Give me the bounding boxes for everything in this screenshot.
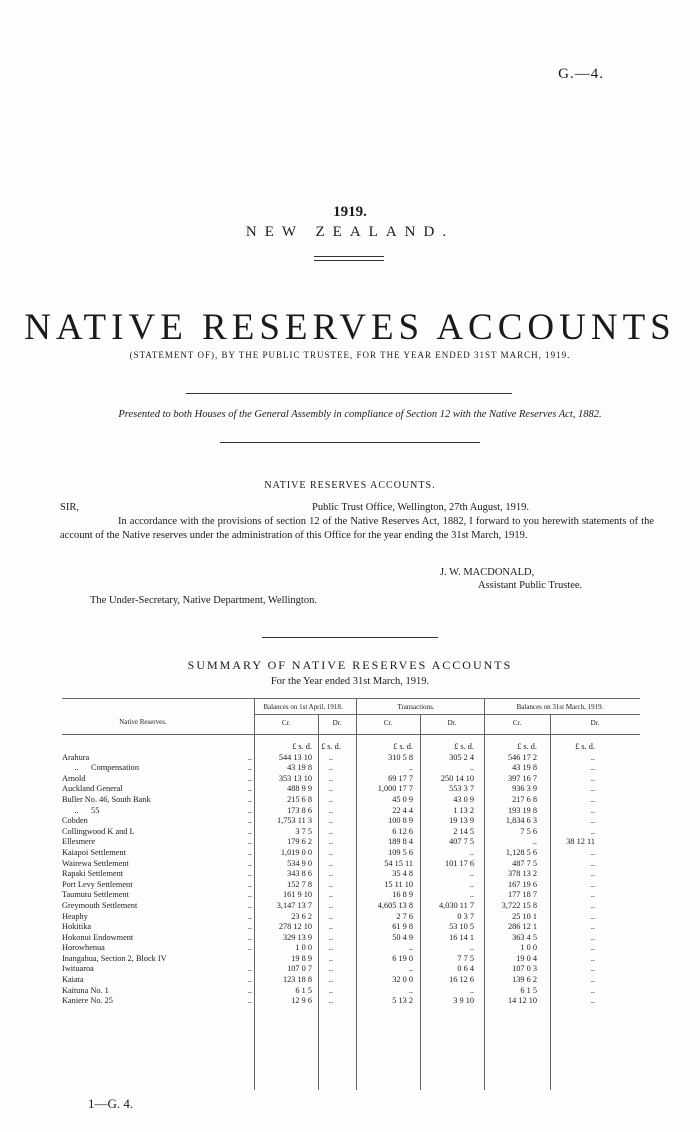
amount-cell: ..	[328, 805, 334, 815]
leader-dots: ..	[247, 943, 252, 953]
table-row	[62, 901, 595, 912]
amount-cell: ..	[590, 879, 595, 889]
amount-cell: 54 15 11	[384, 858, 413, 868]
amount-cell: ..	[590, 964, 595, 974]
table-row	[62, 986, 595, 997]
amount-cell: 189 8 4	[388, 837, 413, 847]
letter-signature: J. W. MACDONALD,	[440, 567, 535, 578]
amount-cell: ..	[328, 794, 334, 804]
letter-addressee: The Under-Secretary, Native Department, Wellington.	[90, 595, 317, 606]
amount-cell: 4,030 11 7	[439, 900, 474, 910]
amount-cell: ..	[469, 985, 474, 995]
letter-dateline: Public Trust Office, Wellington, 27th August, 1919.	[312, 502, 529, 513]
decorative-rule	[220, 442, 480, 443]
amount-cell: ..	[328, 922, 334, 932]
amount-cell: ..	[590, 869, 595, 879]
amount-cell: ..	[328, 900, 334, 910]
table-row	[62, 869, 595, 880]
leader-dots: ..	[247, 752, 252, 762]
amount-cell: 25 10 1	[512, 911, 537, 921]
amount-cell: 6 19 0	[392, 953, 413, 963]
amount-cell: 3 9 10	[453, 996, 474, 1006]
column-header-cr: Cr.	[281, 719, 291, 727]
unit-label: £ s. d.	[517, 742, 537, 751]
amount-cell: ..	[328, 911, 334, 921]
amount-cell: ..	[590, 784, 595, 794]
amount-cell: 286 12 1	[507, 922, 537, 932]
leader-dots	[224, 954, 252, 965]
amount-cell: ..	[590, 922, 595, 932]
amount-cell: 5 13 2	[392, 996, 413, 1006]
reserve-name: Kaituna No. 1	[62, 985, 109, 995]
amount-cell: ..	[328, 975, 334, 985]
unit-label: £ s. d.	[393, 742, 413, 751]
amount-cell: 19 13 9	[449, 816, 474, 826]
amount-cell: 397 16 7	[507, 773, 537, 783]
amount-cell: 43 19 8	[512, 763, 537, 773]
column-group-closing-balances: Balances on 31st March, 1919.	[516, 703, 604, 711]
reserve-name: Inangahua, Section 2, Block IV	[62, 953, 167, 963]
amount-cell: ..	[328, 826, 334, 836]
country-heading: NEW ZEALAND.	[245, 224, 455, 240]
amount-cell: 16 12 6	[449, 975, 474, 985]
reserve-name: .. Compensation	[62, 763, 139, 773]
reserve-name: Auckland General	[62, 784, 123, 794]
table-row	[62, 784, 595, 795]
amount-cell: ..	[328, 996, 334, 1006]
amount-cell: 38 12 11	[566, 837, 595, 847]
decorative-rule	[314, 256, 384, 261]
amount-cell: ..	[590, 996, 595, 1006]
summary-title: SUMMARY OF NATIVE RESERVES ACCOUNTS	[187, 658, 513, 672]
amount-cell: ..	[590, 911, 595, 921]
amount-cell: 1,753 11 3	[277, 816, 312, 826]
amount-cell: ..	[590, 763, 595, 773]
amount-cell: 544 13 10	[278, 752, 312, 762]
table-row	[62, 975, 595, 986]
leader-dots: ..	[247, 773, 252, 783]
amount-cell: 177 18 7	[507, 890, 537, 900]
amount-cell: 1,834 6 3	[505, 816, 537, 826]
reserve-name: Arnold	[62, 773, 86, 783]
leader-dots: ..	[247, 826, 252, 836]
table-row	[62, 816, 595, 827]
leader-dots: ..	[247, 932, 252, 942]
amount-cell: ..	[469, 763, 474, 773]
amount-cell: ..	[328, 847, 334, 857]
table-row	[62, 890, 595, 901]
amount-cell: ..	[590, 890, 595, 900]
leader-dots: ..	[247, 837, 252, 847]
amount-cell: 139 6 2	[512, 975, 537, 985]
amount-cell: ..	[590, 985, 595, 995]
amount-cell: 167 19 6	[507, 879, 537, 889]
amount-cell: 487 7 5	[512, 858, 537, 868]
amount-cell: 3,147 13 7	[276, 900, 312, 910]
leader-dots: ..	[247, 996, 252, 1006]
unit-label: £ s. d.	[454, 742, 474, 751]
amount-cell: ..	[328, 964, 334, 974]
leader-dots: ..	[247, 890, 252, 900]
amount-cell: 305 2 4	[449, 752, 474, 762]
amount-cell: 23 6 2	[291, 911, 312, 921]
letter-signature-title: Assistant Public Trustee.	[478, 580, 583, 591]
table-row	[62, 837, 595, 848]
units-row	[62, 742, 595, 753]
column-header-cr: Cr.	[512, 719, 522, 727]
amount-cell: ..	[328, 943, 334, 953]
amount-cell: ..	[469, 869, 474, 879]
amount-cell: 14 12 10	[507, 996, 537, 1006]
amount-cell: 109 5 6	[388, 847, 413, 857]
amount-cell: 152 7 8	[287, 879, 312, 889]
amount-cell: ..	[408, 985, 413, 995]
leader-dots: ..	[247, 911, 252, 921]
leader-dots: ..	[247, 847, 252, 857]
document-subtitle: (STATEMENT OF), BY THE PUBLIC TRUSTEE, FOR THE YEAR ENDED 31ST MARCH, 1919.	[129, 350, 571, 360]
amount-cell: 69 17 7	[388, 773, 413, 783]
column-header-dr: Dr.	[447, 719, 457, 727]
table-header-rule	[62, 734, 640, 735]
amount-cell: 101 17 6	[444, 858, 474, 868]
amount-cell: 1 0 0	[520, 943, 537, 953]
amount-cell: 2 7 6	[396, 911, 413, 921]
amount-cell: 553 3 7	[449, 784, 474, 794]
reserve-name: Cobden	[62, 816, 88, 826]
table-row	[62, 859, 595, 870]
amount-cell: 534 9 0	[287, 858, 312, 868]
amount-cell: ..	[328, 837, 334, 847]
table-top-rule	[62, 698, 640, 699]
amount-cell: 22 4 4	[392, 805, 413, 815]
letter-heading: NATIVE RESERVES ACCOUNTS.	[264, 480, 436, 491]
amount-cell: 2 14 5	[453, 826, 474, 836]
amount-cell: 43 0 9	[453, 794, 474, 804]
amount-cell: ..	[328, 763, 334, 773]
decorative-rule	[262, 637, 438, 638]
amount-cell: ..	[408, 964, 413, 974]
amount-cell: 0 6 4	[457, 964, 474, 974]
amount-cell: ..	[328, 879, 334, 889]
table-row	[62, 795, 595, 806]
table-row	[62, 943, 595, 954]
amount-cell: 16 8 9	[392, 890, 413, 900]
amount-cell: ..	[469, 847, 474, 857]
amount-cell: 1 13 2	[453, 805, 474, 815]
amount-cell: 161 9 10	[282, 890, 312, 900]
table-row	[62, 996, 595, 1007]
column-group-transactions: Transactions.	[397, 703, 435, 711]
leader-dots: ..	[247, 763, 252, 773]
amount-cell: 43 19 8	[287, 763, 312, 773]
amount-cell: 173 8 6	[287, 805, 312, 815]
amount-cell: 936 3 9	[512, 784, 537, 794]
table-row	[62, 954, 595, 965]
presentation-note: Presented to both Houses of the General Assembly in compliance of Section 12 with the Native Reserves Act, 1882.	[118, 409, 602, 420]
leader-dots: ..	[247, 964, 252, 974]
amount-cell: ..	[590, 975, 595, 985]
amount-cell: 6 1 5	[295, 985, 312, 995]
amount-cell: 193 19 8	[507, 805, 537, 815]
column-header-dr: Dr.	[590, 719, 600, 727]
amount-cell: 4,605 13 8	[377, 900, 413, 910]
amount-cell: ..	[328, 784, 334, 794]
reserve-name: Horowhenua	[62, 943, 105, 953]
amount-cell: 1,128 5 6	[505, 847, 537, 857]
amount-cell: 343 8 6	[287, 869, 312, 879]
reserve-name: Taumutu Settlement	[62, 890, 129, 900]
leader-dots: ..	[247, 975, 252, 985]
page-reference: G.—4.	[558, 66, 604, 82]
leader-dots: ..	[247, 900, 252, 910]
amount-cell: ..	[590, 752, 595, 762]
table-row	[62, 753, 595, 764]
leader-dots: ..	[247, 879, 252, 889]
unit-label: £ s. d.	[321, 742, 341, 751]
column-header-dr: Dr.	[332, 719, 342, 727]
amount-cell: 215 6 8	[287, 794, 312, 804]
table-group-rule	[254, 714, 640, 715]
reserve-name: Heaphy	[62, 911, 88, 921]
amount-cell: ..	[590, 773, 595, 783]
amount-cell: ..	[408, 943, 413, 953]
amount-cell: 217 6 8	[512, 794, 537, 804]
summary-subtitle: For the Year ended 31st March, 1919.	[270, 676, 430, 687]
amount-cell: ..	[328, 773, 334, 783]
summary-rows	[62, 742, 595, 1007]
column-header-reserves: Native Reserves.	[119, 718, 167, 726]
reserve-name: Hokitika	[62, 922, 92, 932]
amount-cell: 123 18 8	[282, 975, 312, 985]
amount-cell: 407 7 5	[449, 837, 474, 847]
amount-cell: 488 9 9	[287, 784, 312, 794]
amount-cell: 53 10 5	[449, 922, 474, 932]
amount-cell: 35 4 8	[392, 869, 413, 879]
amount-cell: 15 11 10	[384, 879, 413, 889]
amount-cell: 19 0 4	[516, 953, 537, 963]
amount-cell: ..	[590, 805, 595, 815]
amount-cell: 3,722 15 8	[501, 900, 537, 910]
letter-salutation: SIR,	[60, 502, 79, 513]
amount-cell: 6 1 5	[520, 985, 537, 995]
amount-cell: 546 17 2	[507, 752, 537, 762]
amount-cell: ..	[532, 837, 537, 847]
table-row	[62, 912, 595, 923]
amount-cell: ..	[328, 752, 334, 762]
amount-cell: 310 5 8	[388, 752, 413, 762]
amount-cell: 45 0 9	[392, 794, 413, 804]
reserve-name: Kaiapoi Settlement	[62, 847, 126, 857]
amount-cell: 16 14 1	[449, 932, 474, 942]
reserve-name: Port Levy Settlement	[62, 879, 133, 889]
amount-cell: ..	[590, 847, 595, 857]
amount-cell: ..	[590, 858, 595, 868]
amount-cell: 363 4 5	[512, 932, 537, 942]
table-row	[62, 933, 595, 944]
amount-cell: 50 4 9	[392, 932, 413, 942]
column-header-cr: Cr.	[383, 719, 393, 727]
amount-cell: 7 7 5	[457, 953, 474, 963]
amount-cell: 1 0 0	[295, 943, 312, 953]
amount-cell: ..	[469, 943, 474, 953]
reserve-name: Rapaki Settlement	[62, 869, 124, 879]
amount-cell: ..	[408, 763, 413, 773]
amount-cell: ..	[328, 953, 334, 963]
table-row	[62, 964, 595, 975]
amount-cell: ..	[590, 794, 595, 804]
amount-cell: ..	[328, 869, 334, 879]
reserve-name: Arahura	[62, 752, 90, 762]
table-row	[62, 827, 595, 838]
amount-cell: 32 0 0	[392, 975, 413, 985]
amount-cell: ..	[328, 932, 334, 942]
leader-dots: ..	[247, 869, 252, 879]
table-row	[62, 774, 595, 785]
amount-cell: ..	[328, 985, 334, 995]
amount-cell: ..	[590, 953, 595, 963]
amount-cell: 0 3 7	[457, 911, 474, 921]
amount-cell: 329 13 9	[282, 932, 312, 942]
table-row	[62, 763, 595, 774]
amount-cell: 1,000 17 7	[377, 784, 413, 794]
document-title: NATIVE RESERVES ACCOUNTS	[24, 307, 676, 348]
leader-dots: ..	[247, 858, 252, 868]
amount-cell: 107 0 7	[287, 964, 312, 974]
amount-cell: 378 13 2	[507, 869, 537, 879]
leader-dots: ..	[247, 985, 252, 995]
reserve-name: Buller No. 46, South Bank	[62, 794, 151, 804]
amount-cell: 7 5 6	[520, 826, 537, 836]
amount-cell: 250 14 10	[440, 773, 474, 783]
amount-cell: 12 9 6	[291, 996, 312, 1006]
reserve-name: Ellesmere	[62, 837, 96, 847]
unit-label: £ s. d.	[292, 742, 312, 751]
leader-dots: ..	[247, 805, 252, 815]
publication-year: 1919.	[333, 204, 367, 220]
leader-dots: ..	[247, 784, 252, 794]
letter-body: In accordance with the provisions of section 12 of the Native Reserves Act, 1882, I forward to you herewith statements of the account of the Native reserves under the administration of this Office for the year ending the 31st March, 1919.	[60, 516, 654, 541]
amount-cell: ..	[328, 858, 334, 868]
amount-cell: 353 13 10	[278, 773, 312, 783]
reserve-name: Greymouth Settlement	[62, 900, 138, 910]
table-row	[62, 848, 595, 859]
amount-cell: ..	[590, 816, 595, 826]
amount-cell: ..	[328, 816, 334, 826]
amount-cell: 3 7 5	[295, 826, 312, 836]
unit-label: £ s. d.	[575, 742, 595, 751]
decorative-rule	[186, 393, 512, 394]
amount-cell: ..	[590, 900, 595, 910]
leader-dots: ..	[247, 922, 252, 932]
amount-cell: ..	[590, 943, 595, 953]
table-row	[62, 806, 595, 817]
reserve-name: .. 55	[62, 805, 100, 815]
amount-cell: 179 6 2	[287, 837, 312, 847]
amount-cell: 61 9 8	[392, 922, 413, 932]
reserve-name: Collingwood K and L	[62, 826, 135, 836]
table-row	[62, 922, 595, 933]
leader-dots: ..	[247, 816, 252, 826]
amount-cell: ..	[328, 890, 334, 900]
reserve-name: Kaiata	[62, 975, 84, 985]
reserve-name: Iwituaroa	[62, 964, 94, 974]
reserve-name: Kaniere No. 25	[62, 996, 113, 1006]
table-row	[62, 880, 595, 891]
page-footer: 1—G. 4.	[88, 1096, 134, 1111]
reserve-name: Wairewa Settlement	[62, 858, 129, 868]
reserve-name: Hokonui Endowment	[62, 932, 134, 942]
amount-cell: 100 8 9	[388, 816, 413, 826]
amount-cell: ..	[590, 932, 595, 942]
leader-dots: ..	[247, 794, 252, 804]
column-group-opening-balances: Balances on 1st April, 1918.	[263, 703, 343, 711]
amount-cell: 19 8 9	[291, 953, 312, 963]
amount-cell: 107 0 3	[512, 964, 537, 974]
amount-cell: 6 12 6	[392, 826, 413, 836]
amount-cell: ..	[469, 879, 474, 889]
amount-cell: ..	[469, 890, 474, 900]
amount-cell: 278 12 10	[278, 922, 312, 932]
amount-cell: 1,019 0 0	[280, 847, 312, 857]
amount-cell: ..	[590, 826, 595, 836]
